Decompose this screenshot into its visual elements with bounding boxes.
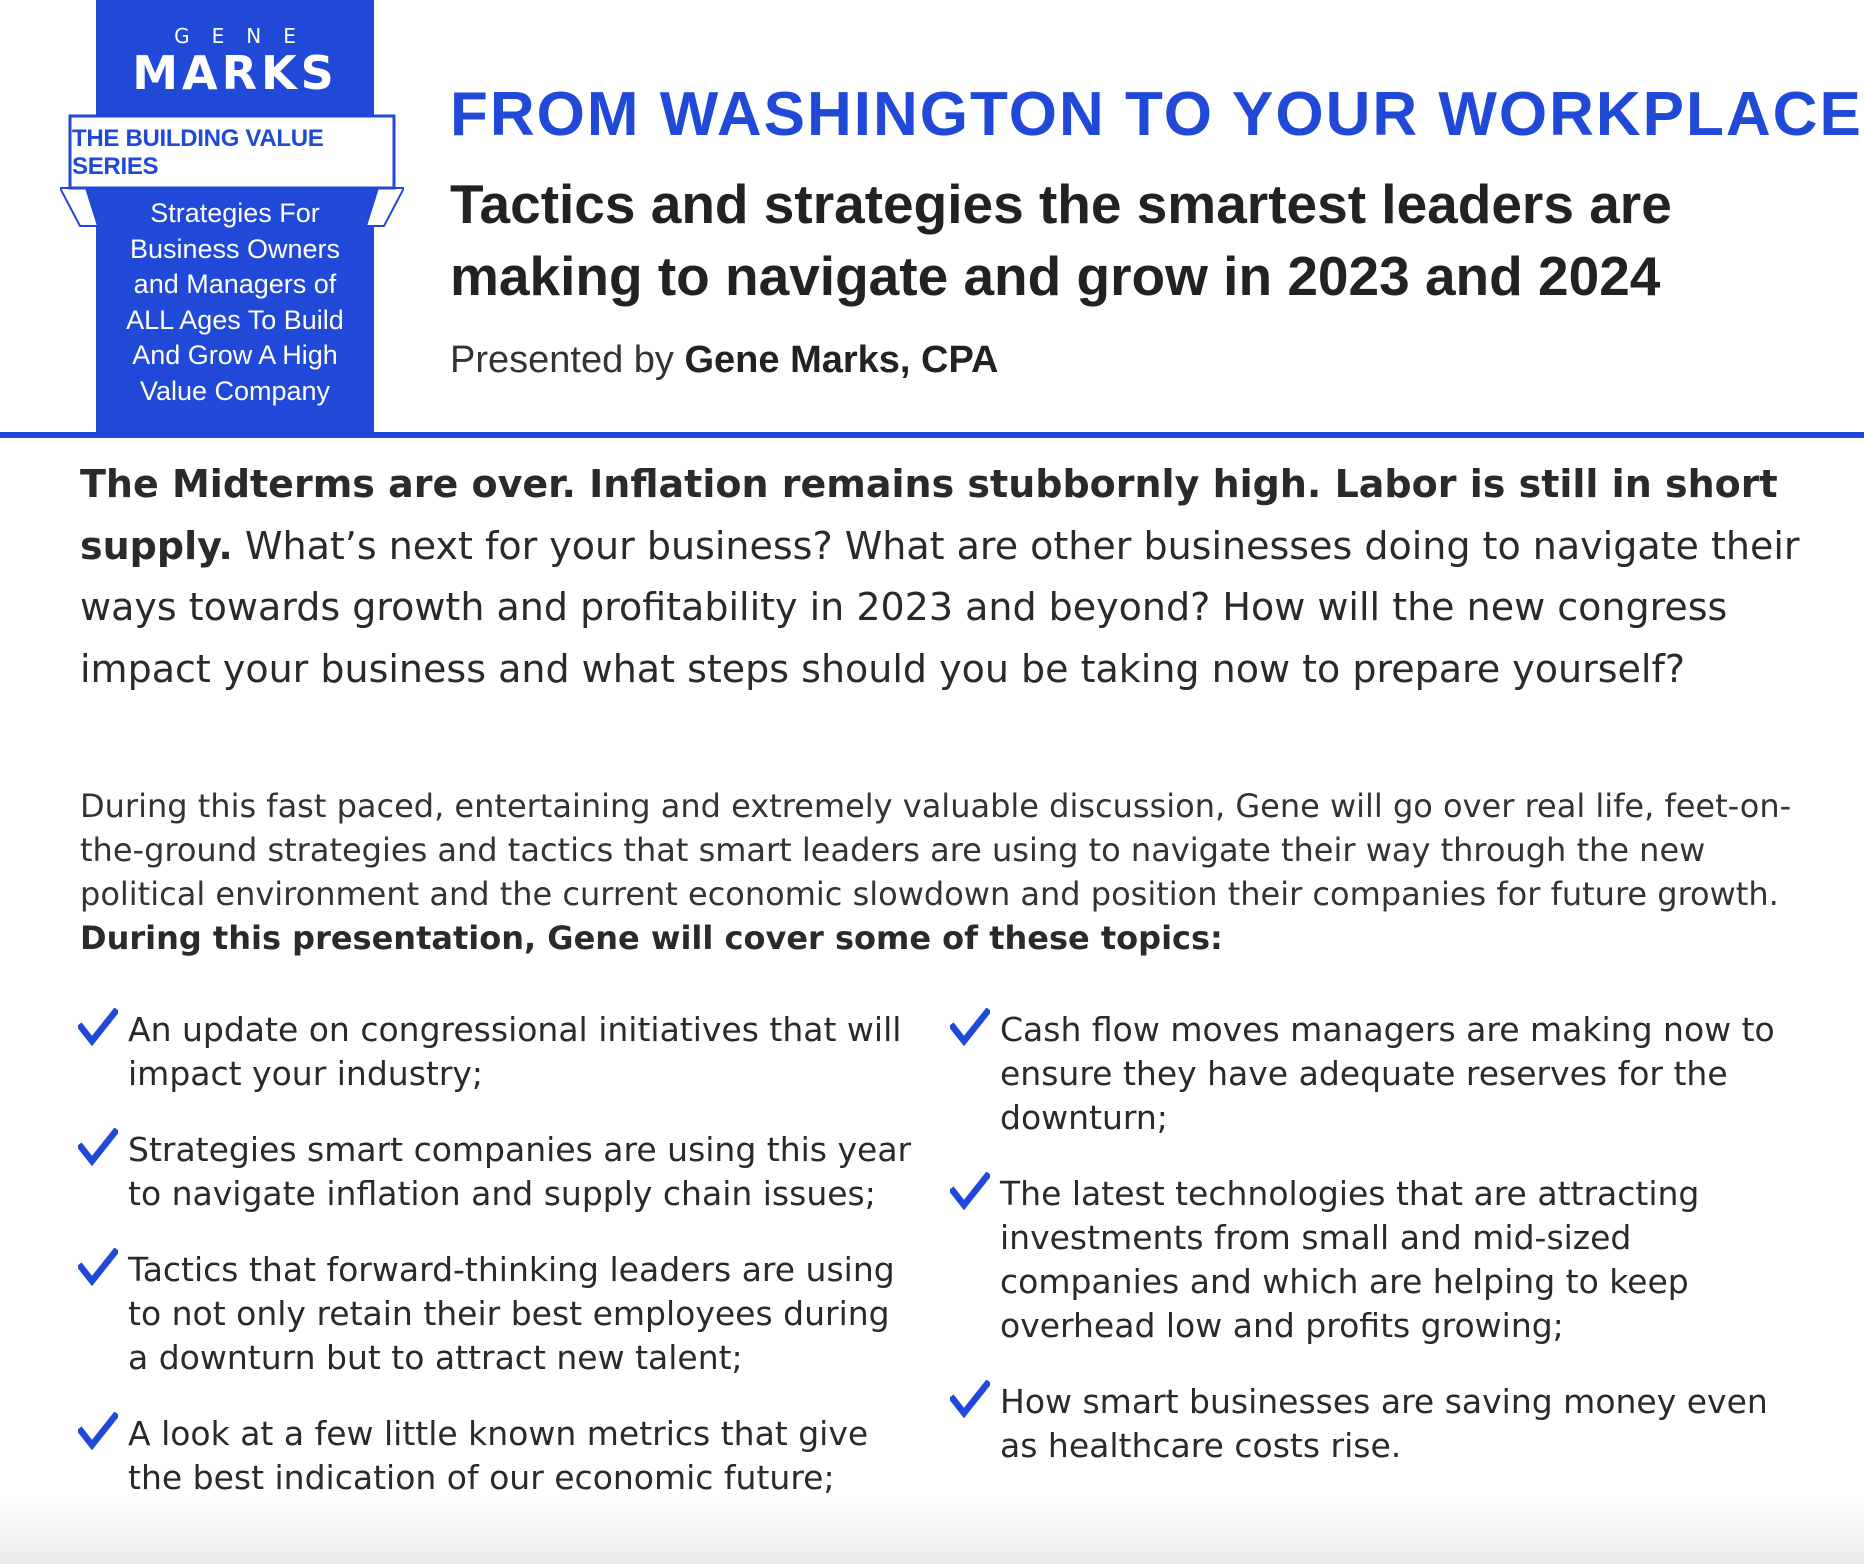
- topic-text: The latest technologies that are attracting investments from small and mid-sized companies and which are helping to keep overhead low and profits growing;: [1000, 1174, 1700, 1345]
- presenter-line: [450, 336, 998, 384]
- bottom-shadow: [0, 1500, 1864, 1564]
- topic-text: An update on congressional initiatives that will impact your industry;: [128, 1010, 902, 1093]
- checkmark-icon: [78, 1008, 118, 1048]
- list-item: [78, 1248, 918, 1380]
- series-label: THE BUILDING VALUE SERIES: [72, 125, 324, 180]
- header-divider: [0, 432, 1864, 438]
- list-item: [950, 1380, 1800, 1468]
- list-item: [78, 1008, 918, 1096]
- checkmark-icon: [950, 1172, 990, 1212]
- list-item: [950, 1008, 1800, 1140]
- logo-gene-text: GENE: [174, 24, 318, 48]
- intro-paragraph: [80, 454, 1820, 700]
- presenter-name: Gene Marks, CPA: [684, 339, 999, 381]
- list-item: [78, 1412, 918, 1500]
- page-subtitle: Tactics and strategies the smartest leaders are making to navigate and grow in 2023 and 2024: [450, 173, 1672, 307]
- topic-text: A look at a few little known metrics that give the best indication of our economic future;: [128, 1414, 869, 1497]
- checkmark-icon: [78, 1248, 118, 1288]
- description-bold-text: During this presentation, Gene will cover some of these topics:: [80, 919, 1223, 957]
- description-paragraph: [80, 784, 1820, 960]
- topic-text: Tactics that forward-thinking leaders are using to not only retain their best employees during a downturn but to attract new talent;: [128, 1250, 895, 1377]
- intro-text: What’s next for your business? What are other businesses doing to navigate their ways towards growth and profitability in 2023 and beyond? How will the new congress impact your business and what steps should you be taking now to prepare yourself?: [80, 523, 1800, 691]
- intro-bold-text: The Midterms are over. Inflation remains stubbornly high. Labor is still in short supply.: [80, 462, 1778, 568]
- badge-description: Strategies For Business Owners and Managers of ALL Ages To Build And Grow A High Value Company: [126, 198, 344, 406]
- checkmark-icon: [78, 1412, 118, 1452]
- list-item: [950, 1172, 1800, 1348]
- description-text: During this fast paced, entertaining and extremely valuable discussion, Gene will go over real life, feet-on-the-ground strategies and tactics that smart leaders are using to navigate their way through the new political environment and the current economic slowdown and position their companies for future growth.: [80, 787, 1792, 913]
- list-item: [78, 1128, 918, 1216]
- topics-list-left: [78, 1008, 918, 1532]
- logo-marks-text: MARKS: [132, 46, 338, 100]
- topic-text: Strategies smart companies are using this year to navigate inflation and supply chain issues;: [128, 1130, 912, 1213]
- topics-list-right: [950, 1008, 1800, 1500]
- checkmark-icon: [950, 1008, 990, 1048]
- page-title: FROM WASHINGTON TO YOUR WORKPLACE: [450, 80, 1863, 149]
- topic-text: How smart businesses are saving money even as healthcare costs rise.: [1000, 1382, 1768, 1465]
- presented-by-label: Presented by: [450, 339, 674, 381]
- checkmark-icon: [950, 1380, 990, 1420]
- topic-text: Cash flow moves managers are making now to ensure they have adequate reserves for the downturn;: [1000, 1010, 1775, 1137]
- checkmark-icon: [78, 1128, 118, 1168]
